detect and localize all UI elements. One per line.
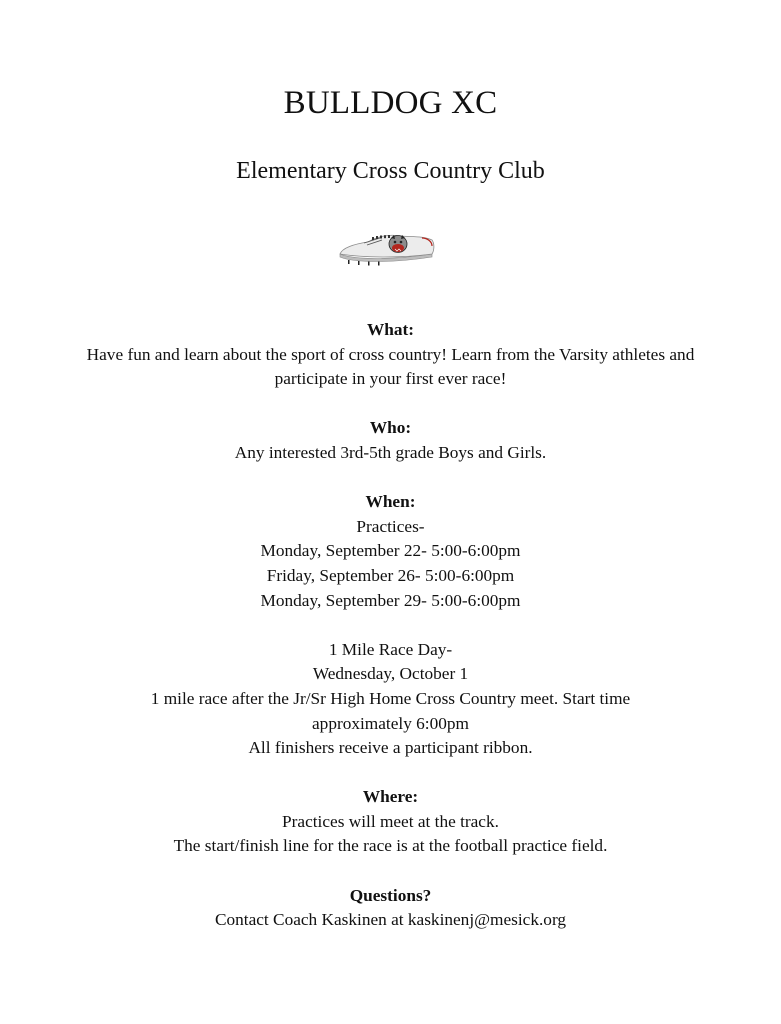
bulldog-running-shoe-icon xyxy=(334,224,438,270)
when-section xyxy=(60,490,721,761)
what-section xyxy=(60,318,721,392)
flyer-body xyxy=(60,318,721,933)
who-section xyxy=(60,416,721,465)
who-text: Any interested 3rd-5th grade Boys and Girls. xyxy=(234,442,547,462)
flyer-title: BULLDOG XC xyxy=(283,85,498,121)
where-race: The start/finish line for the race is at the football practice field. xyxy=(173,836,608,856)
race-ribbon: All finishers receive a participant ribbon. xyxy=(248,738,533,758)
practices-label: Practices- xyxy=(356,516,425,536)
race-details: 1 mile race after the Jr/Sr High Home Cross Country meet. Start time approximately 6:00pm xyxy=(150,688,631,733)
flyer-subtitle: Elementary Cross Country Club xyxy=(236,158,545,184)
contact-text: Contact Coach Kaskinen at kaskinenj@mesick.org xyxy=(214,910,567,930)
what-text: Have fun and learn about the sport of cross country! Learn from the Varsity athletes and participate in your first ever race! xyxy=(86,344,695,389)
practice-date: Monday, September 29- 5:00-6:00pm xyxy=(260,590,521,610)
when-heading: When: xyxy=(365,492,416,512)
where-practices: Practices will meet at the track. xyxy=(282,811,499,831)
questions-section xyxy=(60,884,721,933)
where-section xyxy=(60,785,721,859)
what-heading: What: xyxy=(366,320,415,339)
where-heading: Where: xyxy=(362,787,419,807)
race-day-label: 1 Mile Race Day- xyxy=(328,639,453,659)
race-date: Wednesday, October 1 xyxy=(312,664,469,684)
practice-date: Monday, September 22- 5:00-6:00pm xyxy=(260,541,521,561)
who-heading: Who: xyxy=(369,418,412,438)
practice-date: Friday, September 26- 5:00-6:00pm xyxy=(266,565,515,585)
questions-heading: Questions? xyxy=(349,885,432,905)
